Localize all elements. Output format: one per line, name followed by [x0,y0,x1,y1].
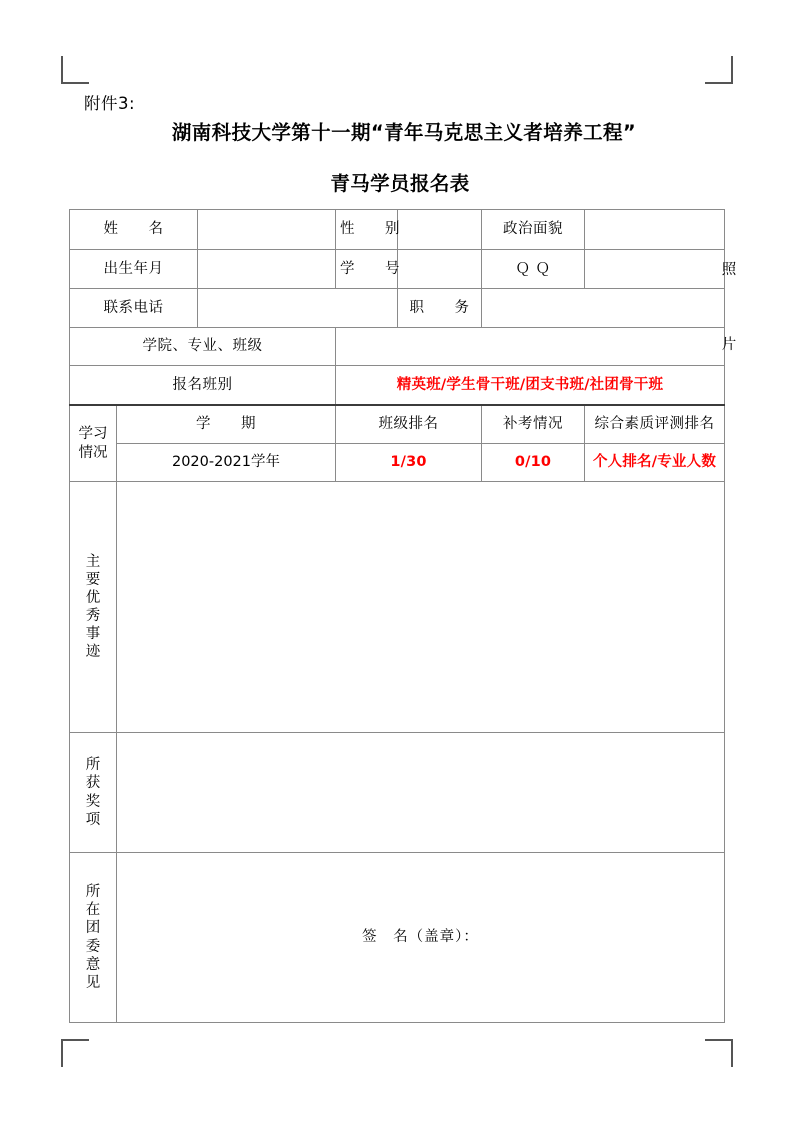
field-student-id[interactable] [398,250,482,289]
field-political-status[interactable] [585,210,725,250]
table-row-college [70,328,725,366]
label-main-deeds-char: 迹 [85,644,101,661]
value-term[interactable]: 2020-2021学年 [117,444,336,482]
table-row-deeds [70,482,725,733]
label-birth-date: 出生年月 [70,250,198,289]
photo-label-line-2: 片 [721,336,737,353]
label-main-deeds [70,482,117,733]
crop-mark-top-right [705,56,733,84]
label-awards-char: 获 [85,775,101,792]
table-row-committee-opinion [70,853,725,1023]
label-qq: Ｑ Ｑ [482,250,585,289]
label-awards [70,733,117,853]
label-student-id: 学 号 [336,250,398,289]
label-study-situation-line-1: 学习 [78,426,108,443]
field-college-major-class[interactable] [336,328,725,366]
field-birth-date[interactable] [198,250,336,289]
crop-mark-top-left [61,56,89,84]
label-awards-char: 奖 [85,793,101,810]
header-term: 学 期 [117,405,336,444]
label-name: 姓 名 [70,210,198,250]
label-committee-opinion-char: 所 [85,884,101,901]
field-qq[interactable] [585,250,725,289]
label-main-deeds-char: 主 [85,553,101,570]
table-row-study-values [70,444,725,482]
label-political-status: 政治面貌 [482,210,585,250]
table-row-birth [70,250,725,289]
label-committee-opinion-char: 见 [85,974,101,991]
label-awards-char: 项 [85,811,101,828]
label-main-deeds-char: 秀 [85,608,101,624]
label-study-situation-line-2: 情况 [78,444,108,461]
label-committee-opinion-char: 意 [85,956,101,973]
table-row-study-headers [70,405,725,444]
label-main-deeds-char: 要 [85,571,101,588]
field-position[interactable] [482,289,725,328]
label-phone: 联系电话 [70,289,198,328]
label-awards-char: 所 [85,757,101,774]
label-committee-opinion-char: 团 [85,920,101,937]
header-overall-rank: 综合素质评测排名 [585,405,725,444]
photo-label-line-1: 照 [721,261,737,278]
field-main-deeds[interactable] [117,482,725,733]
crop-mark-bottom-left [61,1039,89,1067]
crop-mark-bottom-right [705,1039,733,1067]
label-study-situation [70,405,117,482]
field-awards[interactable] [117,733,725,853]
value-class-rank[interactable]: 1/30 [336,444,482,482]
label-college-major-class: 学院、专业、班级 [70,328,336,366]
attachment-label: 附件3: [84,94,136,113]
label-position: 职 务 [398,289,482,328]
label-gender: 性 别 [336,210,398,250]
header-class-rank: 班级排名 [336,405,482,444]
registration-form-table [69,209,737,1023]
document-title-line-1: 湖南科技大学第十一期“青年马克思主义者培养工程” [171,121,637,144]
value-makeup-exam[interactable]: 0/10 [482,444,585,482]
signature-seal-line: 签 名（盖章）： [362,929,479,946]
label-committee-opinion-char: 在 [85,902,101,919]
label-main-deeds-char: 优 [85,589,101,606]
table-row-name [70,210,725,250]
label-committee-opinion-char: 委 [85,938,101,955]
value-overall-rank[interactable]: 个人排名/专业人数 [585,444,725,482]
field-phone[interactable] [198,289,398,328]
table-row-class-type [70,366,725,406]
header-makeup-exam: 补考情况 [482,405,585,444]
table-row-contact [70,289,725,328]
label-class-type: 报名班别 [70,366,336,406]
field-gender[interactable] [398,210,482,250]
label-main-deeds-char: 事 [85,626,101,643]
table-row-awards [70,733,725,853]
document-title-line-2: 青马学员报名表 [330,172,470,195]
field-name[interactable] [198,210,336,250]
value-class-type[interactable]: 精英班/学生骨干班/团支书班/社团骨干班 [336,366,725,406]
field-committee-opinion[interactable] [117,853,725,1023]
label-committee-opinion [70,853,117,1023]
